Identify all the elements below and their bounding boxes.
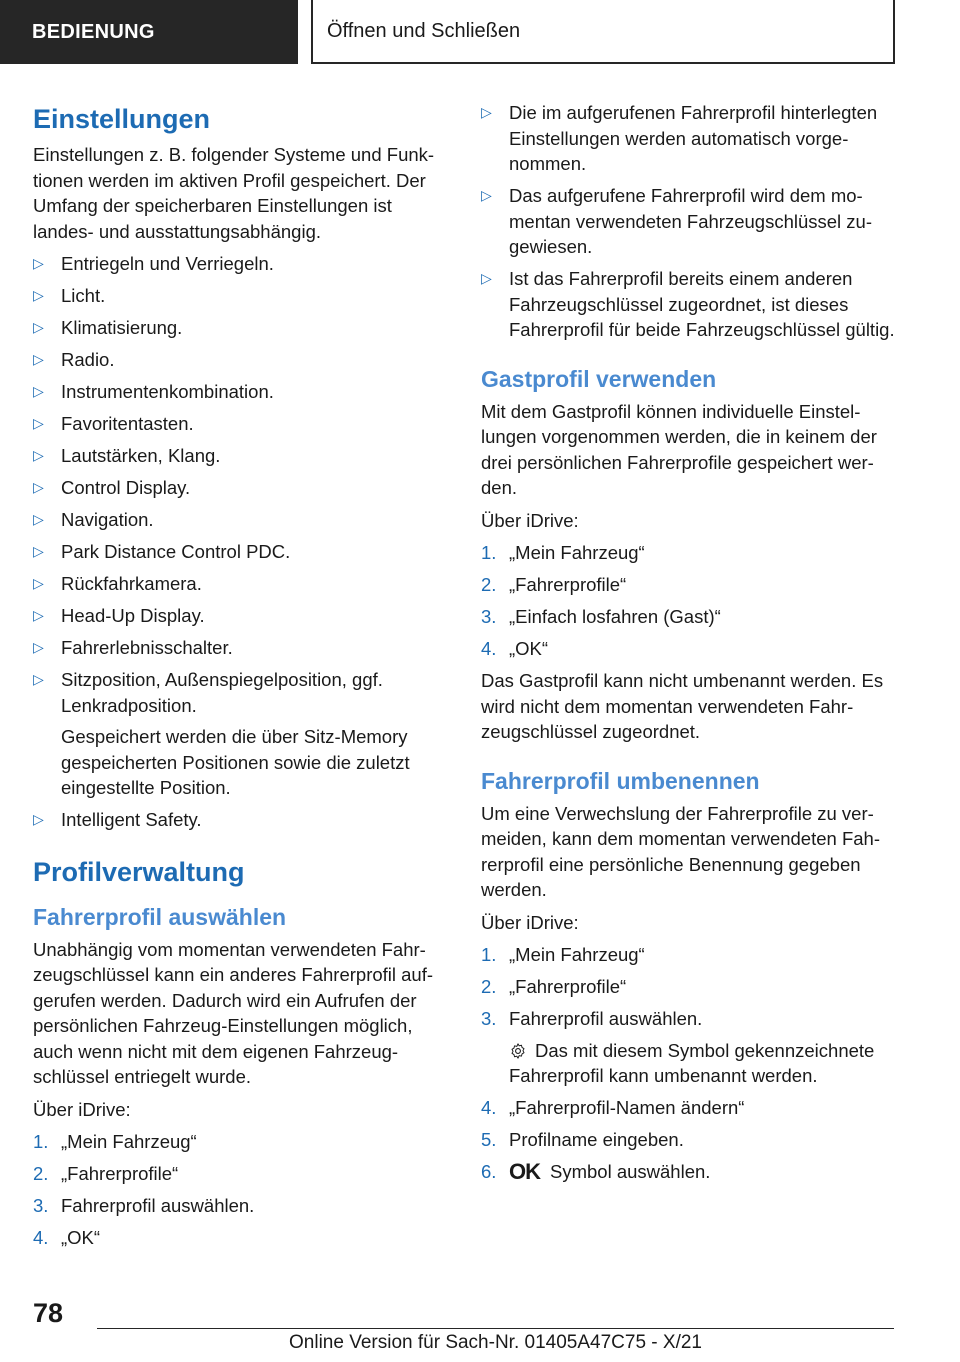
list-item: ▷ Das aufgerufene Fahrerprofil wird dem momentan verwendeten Fahrzeugschlüssel zugewiesen. — [481, 185, 873, 257]
list-item: ▷ Navigation. — [33, 507, 451, 533]
gast-text: Mit dem Gastprofil können individuelle Einstellungen vorgenommen werden, die in keinem der drei persönlichen Fahrerprofile gespeichert werden. — [481, 400, 877, 498]
heading-einstellungen: Einstellungen — [33, 104, 211, 134]
list-item: ▷ Control Display. — [33, 475, 451, 501]
gast-note: Das Gastprofil kann nicht umbenannt werden. Es wird nicht dem momentan verwendeten Fahrzeugschlüssel zugeordnet. — [481, 670, 884, 742]
triangle-bullet-icon: ▷ — [481, 104, 492, 120]
list-item: 2. „Fahrerprofile“ — [33, 1163, 179, 1184]
triangle-bullet-icon: ▷ — [33, 415, 44, 431]
list-item: ▷ Lautstärken, Klang. — [33, 443, 451, 469]
list-item: 2. „Fahrerprofile“ — [481, 574, 627, 595]
idrive-label: Über iDrive: — [481, 911, 579, 933]
auswaehlen-effects-list — [481, 100, 901, 343]
footer-text: Online Version für Sach-Nr. 01405A47C75 - X/21 — [289, 1332, 702, 1353]
list-item: ▷ Head-Up Display. — [33, 603, 451, 629]
page-number: 78 — [33, 1298, 64, 1328]
gast-steps — [481, 540, 901, 662]
list-item: ▷ Sitzposition, Außenspiegelposition, ggf. Lenkradposition. Gespeichert werden die über Sitz-Memory gespeicherten Positionen sowie die zuletzt eingestellte Position. — [33, 667, 451, 801]
list-item: 2. „Fahrerprofile“ — [481, 976, 627, 997]
triangle-bullet-icon: ▷ — [33, 811, 44, 827]
page-header — [0, 0, 960, 64]
heading-gastprofil: Gastprofil verwenden — [481, 365, 717, 392]
auswaehlen-steps — [33, 1129, 451, 1251]
chapter-title: Öffnen und Schließen — [311, 0, 895, 64]
triangle-bullet-icon: ▷ — [33, 479, 44, 495]
triangle-bullet-icon: ▷ — [481, 187, 492, 203]
sitz-memory-note: Gespeichert werden die über Sitz-Memory gespeicherten Positionen sowie die zuletzt eingestellte Position. — [61, 726, 410, 798]
umbenennen-text: Um eine Verwechslung der Fahrerprofile zu vermeiden, kann dem momentan verwendeten Fahrerprofil eine persönliche Benennung gegeben werden. — [481, 802, 881, 900]
triangle-bullet-icon: ▷ — [33, 607, 44, 623]
list-item: 3. Fahrerprofil auswählen. Das mit diesem Symbol gekennzeichnete Fahrerprofil kann umbenannt werden. — [481, 1006, 901, 1089]
triangle-bullet-icon: ▷ — [33, 383, 44, 399]
list-item: 1. „Mein Fahrzeug“ — [481, 944, 645, 965]
list-item: ▷ Rückfahrkamera. — [33, 571, 451, 597]
list-item: 6. OK Symbol auswählen. — [481, 1159, 711, 1184]
triangle-bullet-icon: ▷ — [33, 447, 44, 463]
list-item: 3. Fahrerprofil auswählen. — [33, 1195, 255, 1216]
list-item: ▷ Favoritentasten. — [33, 411, 451, 437]
list-item: ▷ Intelligent Safety. — [33, 807, 451, 833]
heading-fahrerprofil-auswaehlen: Fahrerprofil auswählen — [33, 903, 287, 930]
triangle-bullet-icon: ▷ — [33, 319, 44, 335]
left-column — [33, 100, 451, 1257]
right-column — [481, 100, 901, 1191]
triangle-bullet-icon: ▷ — [33, 575, 44, 591]
auswaehlen-text: Unabhängig vom momentan verwendeten Fahrzeugschlüssel kann ein anderes Fahrerprofil aufgerufen werden. Dadurch wird ein Aufrufen der persönlichen Fahrzeug-Einstellungen möglich, auch wenn nicht mit dem eigenen Fahrzeugschlüssel entriegelt wurde. — [33, 938, 434, 1087]
triangle-bullet-icon: ▷ — [33, 287, 44, 303]
triangle-bullet-icon: ▷ — [33, 511, 44, 527]
triangle-bullet-icon: ▷ — [33, 255, 44, 271]
list-item: 4. „OK“ — [33, 1227, 101, 1248]
gear-note: Das mit diesem Symbol gekennzeichnete Fahrerprofil kann umbenannt werden. — [509, 1039, 875, 1086]
gear-icon — [509, 1042, 527, 1060]
heading-profilverwaltung: Profilverwaltung — [33, 856, 245, 887]
list-item: ▷ Park Distance Control PDC. — [33, 539, 451, 565]
list-item: ▷ Entriegeln und Verriegeln. — [33, 251, 451, 277]
list-item: ▷ Klimatisierung. — [33, 315, 451, 341]
einstellungen-intro: Einstellungen z. B. folgender Systeme und Funktionen werden im aktiven Profil gespeichert. Der Umfang der speicherbaren Einstellungen ist landes- und ausstattungsabhängig. — [33, 144, 435, 242]
umbenennen-steps — [481, 942, 901, 1185]
triangle-bullet-icon: ▷ — [33, 543, 44, 559]
list-item: 3. „Einfach losfahren (Gast)“ — [481, 606, 721, 627]
list-item: ▷ Die im aufgerufenen Fahrerprofil hinterlegten Einstellungen werden automatisch vorgenommen. — [481, 102, 878, 174]
list-item: 5. Profilname eingeben. — [481, 1129, 684, 1150]
idrive-label: Über iDrive: — [481, 509, 579, 531]
triangle-bullet-icon: ▷ — [33, 671, 44, 687]
list-item: 1. „Mein Fahrzeug“ — [481, 542, 645, 563]
footer-divider — [97, 1328, 894, 1329]
list-item: ▷ Licht. — [33, 283, 451, 309]
triangle-bullet-icon: ▷ — [33, 639, 44, 655]
list-item: ▷ Instrumentenkombination. — [33, 379, 451, 405]
idrive-label: Über iDrive: — [33, 1098, 131, 1120]
triangle-bullet-icon: ▷ — [481, 270, 492, 286]
list-item: 4. „Fahrerprofil-Namen ändern“ — [481, 1097, 745, 1118]
heading-fahrerprofil-umbenennen: Fahrerprofil umbenennen — [481, 767, 760, 794]
list-item: ▷ Ist das Fahrerprofil bereits einem anderen Fahrzeugschlüssel zugeordnet, ist dieses Fahrerprofil für beide Fahrzeugschlüssel gültig. — [481, 268, 895, 340]
list-item: 4. „OK“ — [481, 638, 549, 659]
list-item: 1. „Mein Fahrzeug“ — [33, 1131, 197, 1152]
triangle-bullet-icon: ▷ — [33, 351, 44, 367]
list-item: ▷ Fahrerlebnisschalter. — [33, 635, 451, 661]
section-tab: BEDIENUNG — [0, 0, 298, 64]
ok-symbol-icon: OK — [509, 1159, 540, 1184]
list-item: ▷ Radio. — [33, 347, 451, 373]
settings-list — [33, 251, 451, 833]
